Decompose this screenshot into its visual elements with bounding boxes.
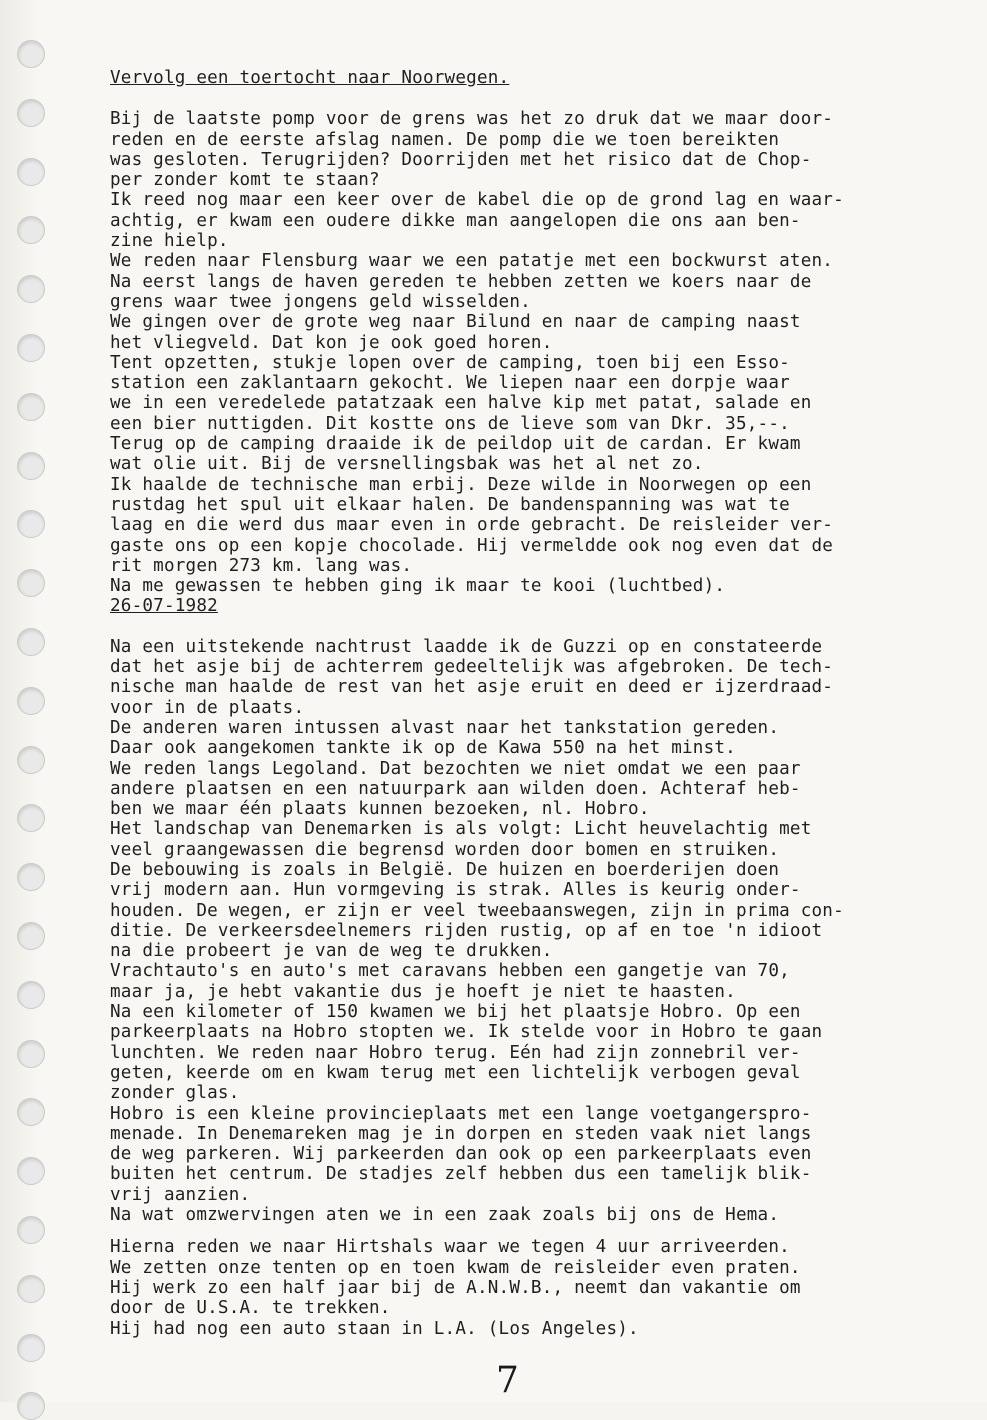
text-line: per zonder komt te staan?	[110, 170, 380, 191]
text-line: laag en die werd dus maar even in orde gebracht. De reisleider ver-	[110, 515, 834, 536]
text-line: een bier nuttigden. Dit kostte ons de lieve som van Dkr. 35,--.	[110, 413, 790, 434]
text-line: station een zaklantaarn gekocht. We liepen naar een dorpje waar	[110, 373, 790, 394]
binder-hole	[17, 922, 45, 950]
text-line: zine hielp.	[110, 231, 229, 252]
binder-hole	[17, 628, 45, 656]
text-line: We reden naar Flensburg waar we een patatje met een bockwurst aten.	[110, 251, 834, 272]
binder-hole	[17, 1392, 45, 1420]
text-line: De anderen waren intussen alvast naar het tankstation gereden.	[110, 717, 780, 738]
text-line: ditie. De verkeersdeelnemers rijden rustig, op af en toe 'n idioot	[110, 920, 823, 941]
text-line: Hierna reden we naar Hirtshals waar we tegen 4 uur arriveerden.	[110, 1237, 790, 1258]
binder-hole	[17, 1040, 45, 1068]
text-line: door de U.S.A. te trekken.	[110, 1298, 391, 1319]
binder-hole	[17, 1275, 45, 1303]
binder-hole	[17, 1098, 45, 1126]
text-line: Tent opzetten, stukje lopen over de camping, toen bij een Esso-	[110, 352, 790, 373]
binder-hole	[17, 981, 45, 1009]
text-line: Hobro is een kleine provincieplaats met een lange voetgangerspro-	[110, 1103, 812, 1124]
paragraph-day-two	[110, 637, 960, 1226]
document-title: Vervolg een toertocht naar Noorwegen.	[110, 68, 510, 88]
text-line: veel graangewassen die begrensd worden door bomen en struiken.	[110, 839, 780, 860]
binder-hole	[17, 687, 45, 715]
binder-hole	[17, 1157, 45, 1185]
text-line: Ik haalde de technische man erbij. Deze wilde in Noorwegen op een	[110, 474, 812, 495]
text-line: voor in de plaats.	[110, 697, 305, 718]
text-line: rit morgen 273 km. lang was.	[110, 555, 413, 576]
text-line: geten, keerde om en kwam terug met een lichtelijk verbogen geval	[110, 1062, 801, 1083]
text-line: buiten het centrum. De stadjes zelf hebben dus een tamelijk blik-	[110, 1164, 812, 1185]
text-line: Na me gewassen te hebben ging ik maar te kooi (luchtbed).	[110, 576, 726, 597]
text-line: nische man haalde de rest van het asje eruit en deed er ijzerdraad-	[110, 677, 834, 698]
text-line: Bij de laatste pomp voor de grens was het zo druk dat we maar door-	[110, 109, 834, 130]
text-line: Hij werk zo een half jaar bij de A.N.W.B., neemt dan vakantie om	[110, 1277, 801, 1298]
text-line: na die probeert je van de weg te drukken.	[110, 941, 553, 962]
text-line: we in een veredelede patatzaak een halve kip met patat, salade en	[110, 393, 812, 414]
binder-hole	[17, 569, 45, 597]
text-line: Na een uitstekende nachtrust laadde ik de Guzzi op en constateerde	[110, 636, 823, 657]
text-line: achtig, er kwam een oudere dikke man aangelopen die ons aan ben-	[110, 210, 801, 231]
text-line: Daar ook aangekomen tankte ik op de Kawa 550 na het minst.	[110, 738, 736, 759]
binder-hole	[17, 216, 45, 244]
text-line: de weg parkeren. Wij parkeerden dan ook op een parkeerplaats even	[110, 1144, 812, 1165]
text-line: menade. In Denemareken mag je in dorpen en steden vaak niet langs	[110, 1123, 812, 1144]
text-line: lunchten. We reden naar Hobro terug. Eén had zijn zonnebril ver-	[110, 1042, 801, 1063]
text-line: Na een kilometer of 150 kwamen we bij het plaatsje Hobro. Op een	[110, 1002, 801, 1023]
text-line: Na wat omzwervingen aten we in een zaak zoals bij ons de Hema.	[110, 1205, 780, 1226]
binder-hole	[17, 510, 45, 538]
text-line: grens waar twee jongens geld wisselden.	[110, 291, 531, 312]
text-line: Hij had nog een auto staan in L.A. (Los Angeles).	[110, 1318, 639, 1339]
binder-hole	[17, 1216, 45, 1244]
text-line: houden. De wegen, er zijn er veel tweebaanswegen, zijn in prima con-	[110, 900, 844, 921]
text-line: reden en de eerste afslag namen. De pomp die we toen bereikten	[110, 129, 780, 150]
binder-hole	[17, 275, 45, 303]
binder-hole	[17, 452, 45, 480]
binder-hole	[17, 804, 45, 832]
text-line: We gingen over de grote weg naar Bilund en naar de camping naast	[110, 312, 801, 333]
text-line: maar ja, je hebt vakantie dus je hoeft je niet te haasten.	[110, 981, 736, 1002]
text-line: zonder glas.	[110, 1083, 240, 1104]
paragraph-day-one	[110, 109, 960, 596]
document-body	[110, 68, 960, 1339]
text-line: gaste ons op een kopje chocolade. Hij vermeldde ook nog even dat de	[110, 535, 834, 556]
binder-holes	[17, 40, 47, 1402]
text-line: vrij aanzien.	[110, 1184, 251, 1205]
binder-hole	[17, 393, 45, 421]
text-line: wat olie uit. Bij de versnellingsbak was het al net zo.	[110, 454, 704, 475]
binder-hole	[17, 40, 45, 68]
text-line: Het landschap van Denemarken is als volgt: Licht heuvelachtig met	[110, 819, 812, 840]
date-heading: 26-07-1982	[110, 596, 218, 617]
text-line: het vliegveld. Dat kon je ook goed horen.	[110, 332, 553, 353]
text-line: parkeerplaats na Hobro stopten we. Ik stelde voor in Hobro te gaan	[110, 1022, 823, 1043]
text-line: Ik reed nog maar een keer over de kabel die op de grond lag en waar-	[110, 190, 844, 211]
text-line: rustdag het spul uit elkaar halen. De bandenspanning was wat te	[110, 494, 790, 515]
text-line: Vrachtauto's en auto's met caravans hebben een gangetje van 70,	[110, 961, 790, 982]
text-line: De bebouwing is zoals in België. De huizen en boerderijen doen	[110, 859, 780, 880]
text-line: Na eerst langs de haven gereden te hebben zetten we koers naar de	[110, 271, 812, 292]
paragraph-hirtshals	[110, 1237, 960, 1338]
text-line: was gesloten. Terugrijden? Doorrijden met het risico dat de Chop-	[110, 149, 812, 170]
text-line: vrij modern aan. Hun vormgeving is strak. Alles is keurig onder-	[110, 880, 801, 901]
binder-hole	[17, 863, 45, 891]
text-line: We reden langs Legoland. Dat bezochten we niet omdat we een paar	[110, 758, 801, 779]
binder-hole	[17, 99, 45, 127]
binder-hole	[17, 746, 45, 774]
page-number: 7	[496, 1360, 519, 1401]
binder-hole	[17, 1334, 45, 1362]
text-line: Terug op de camping draaide ik de peildop uit de cardan. Er kwam	[110, 434, 801, 455]
text-line: ben we maar één plaats kunnen bezoeken, nl. Hobro.	[110, 799, 650, 820]
binder-hole	[17, 158, 45, 186]
text-line: We zetten onze tenten op en toen kwam de reisleider even praten.	[110, 1257, 801, 1278]
text-line: andere plaatsen en een natuurpark aan wilden doen. Achteraf heb-	[110, 778, 801, 799]
text-line: dat het asje bij de achterrem gedeeltelijk was afgebroken. De tech-	[110, 657, 834, 678]
binder-hole	[17, 334, 45, 362]
